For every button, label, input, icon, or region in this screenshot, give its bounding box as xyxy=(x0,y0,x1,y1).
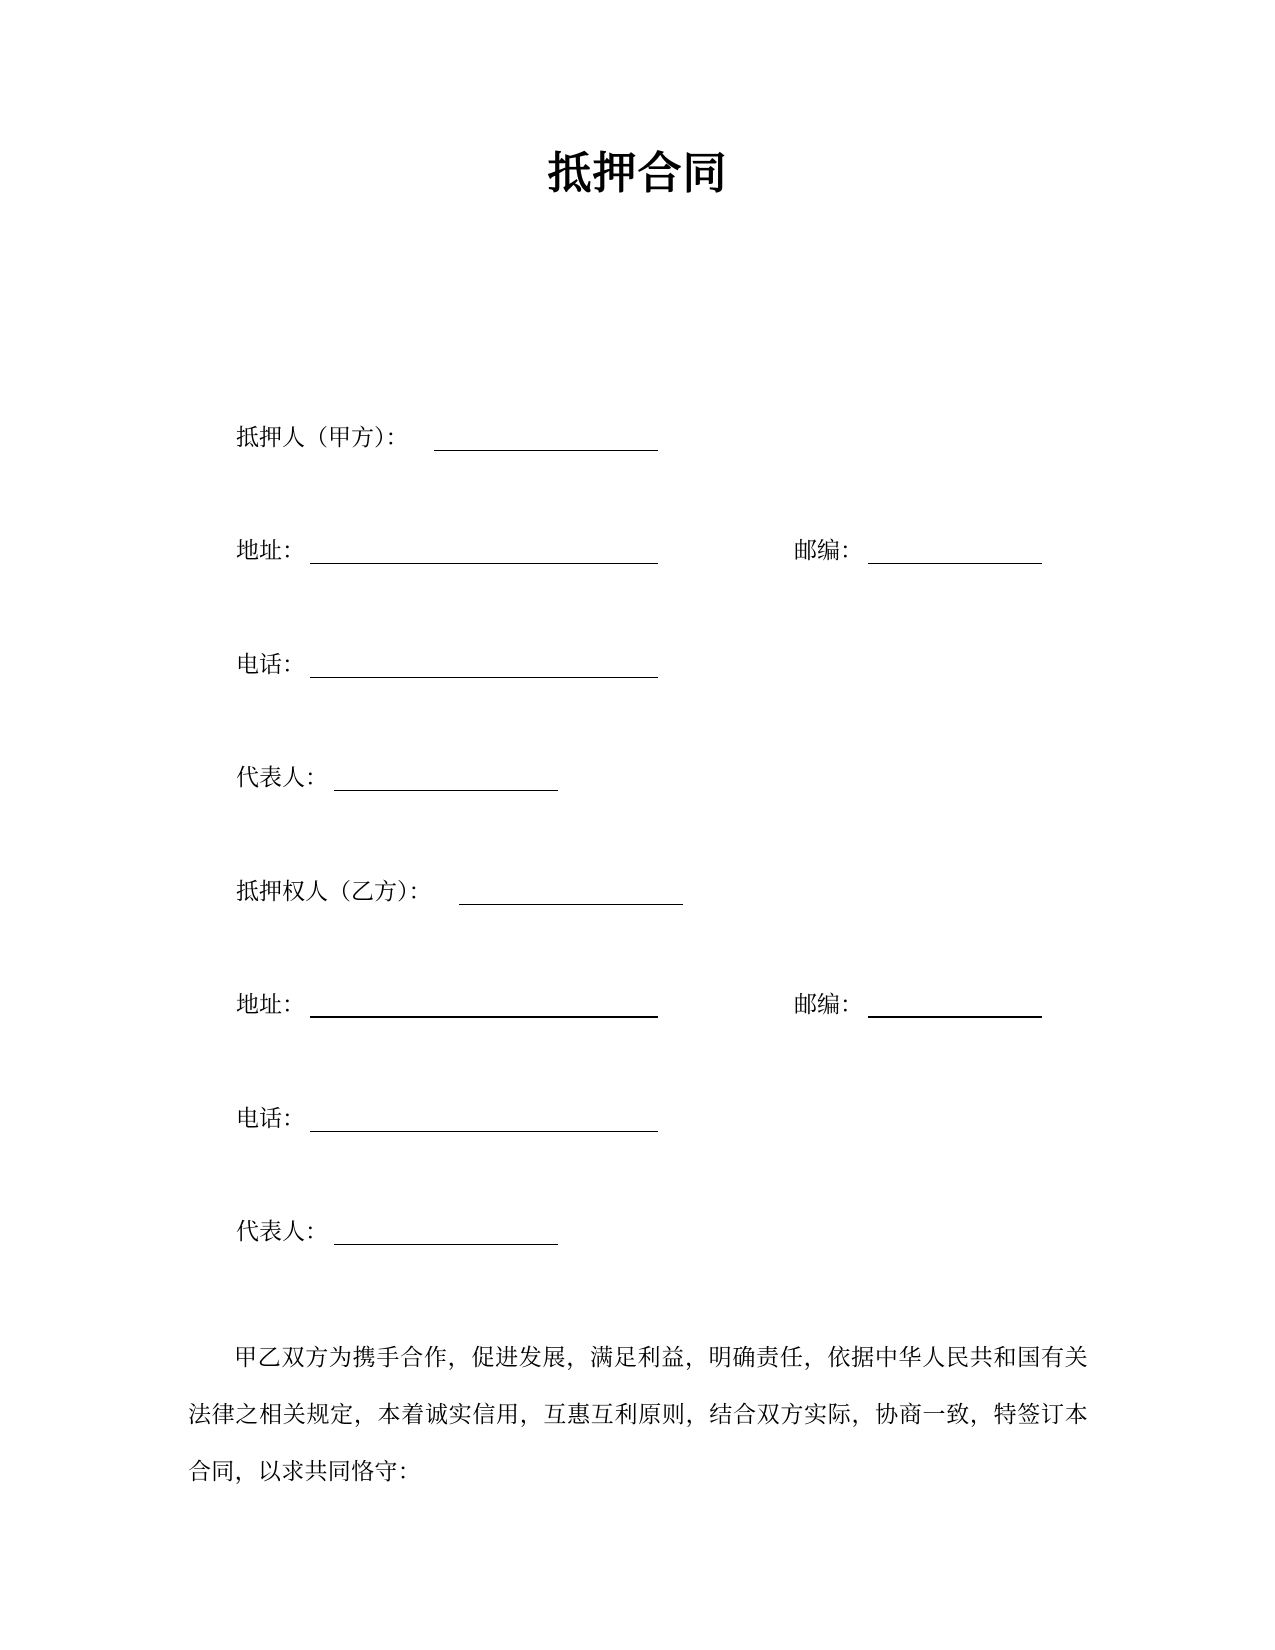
party-b-name-blank[interactable] xyxy=(459,904,683,905)
party-b-address-blank[interactable] xyxy=(310,1016,658,1018)
party-b-address-label: 地址： xyxy=(236,992,305,1018)
party-a-address-label: 地址： xyxy=(236,538,305,564)
document-title: 抵押合同 xyxy=(547,148,728,199)
party-a-address-blank[interactable] xyxy=(310,563,658,564)
party-b-phone-blank[interactable] xyxy=(310,1131,658,1132)
party-a-phone-label: 电话： xyxy=(236,652,305,678)
party-b-phone-label: 电话： xyxy=(236,1106,305,1132)
party-a-phone-blank[interactable] xyxy=(310,677,658,678)
party-a-representative-label: 代表人： xyxy=(236,765,328,791)
party-a-postcode-label: 邮编： xyxy=(794,538,863,564)
preamble-paragraph: 甲乙双方为携手合作，促进发展，满足利益，明确责任，依据中华人民共和国有关法律之相关规定，本着诚实信用，互惠互利原则，结合双方实际，协商一致，特签订本合同，以求共同恪守： xyxy=(188,1345,1088,1485)
party-b-postcode-label: 邮编： xyxy=(794,992,863,1018)
party-b-postcode-blank[interactable] xyxy=(868,1016,1042,1018)
party-a-representative-blank[interactable] xyxy=(334,790,558,791)
party-b-representative-blank[interactable] xyxy=(334,1244,558,1245)
party-a-name-blank[interactable] xyxy=(434,450,658,451)
party-a-name-label: 抵押人（甲方）： xyxy=(236,425,409,451)
party-b-representative-label: 代表人： xyxy=(236,1219,328,1245)
party-a-postcode-blank[interactable] xyxy=(868,563,1042,564)
party-b-name-label: 抵押权人（乙方）： xyxy=(236,879,432,905)
